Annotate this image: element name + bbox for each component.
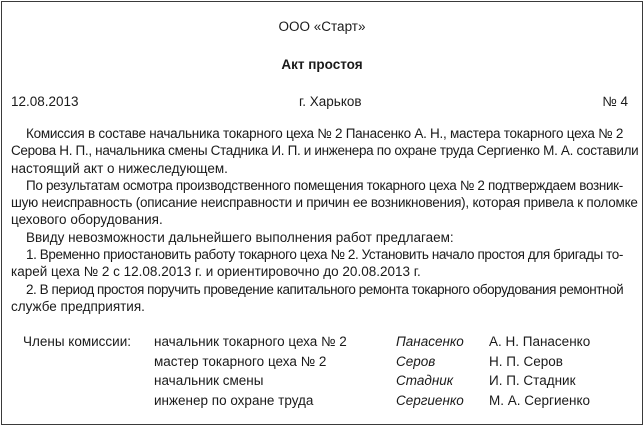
body-line: Серова Н. П., начальника смены Стадника И. П. и инженера по охране труда Сергиенко М. А. составили: [11, 143, 639, 159]
document-number: № 4: [602, 94, 628, 109]
document-title: Акт простоя: [281, 57, 363, 72]
date-line: [11, 94, 628, 112]
document-city: г. Харьков: [299, 94, 362, 109]
organization-name: ООО «Старт»: [278, 19, 366, 34]
document-page: [1, 1, 643, 425]
commission-label: Члены комиссии:: [23, 334, 132, 349]
member-name: Н. П. Серов: [489, 353, 563, 369]
commission-roles: [154, 332, 347, 410]
member-role: мастер токарного цеха № 2: [154, 353, 327, 369]
document-body: [11, 125, 638, 315]
commission-signatures: [396, 332, 464, 410]
member-role: начальник токарного цеха № 2: [154, 334, 347, 349]
body-line: настоящий акт о нижеследующем.: [11, 160, 228, 176]
body-line: шую неисправность (описание неисправности и причин ее возникновения), которая привела к поломке: [11, 195, 638, 211]
document-date: 12.08.2013: [11, 94, 79, 109]
member-signature: Стадник: [396, 373, 454, 388]
member-role: начальник смены: [154, 373, 264, 388]
member-name: М. А. Сергиенко: [489, 392, 591, 408]
member-signature: Серов: [396, 353, 436, 369]
body-line: Ввиду невозможности дальнейшего выполнения работ предлагаем:: [26, 229, 454, 245]
body-line: Комиссия в составе начальника токарного цеха № 2 Панасенко А. Н., мастера токарного цеха № 2: [26, 126, 624, 141]
body-line: 2. В период простоя поручить проведение капитального ремонта токарного оборудования ремонтной: [26, 281, 624, 297]
member-signature: Сергиенко: [396, 392, 464, 408]
body-line: По результатам осмотра производственного помещения токарного цеха № 2 подтверждаем возник-: [26, 177, 623, 193]
member-name: А. Н. Панасенко: [489, 334, 591, 349]
body-line: цехового оборудования.: [11, 212, 163, 228]
body-line: карей цеха № 2 с 12.08.2013 г. и ориентировочно до 20.08.2013 г.: [11, 264, 421, 280]
body-line: службе предприятия.: [11, 298, 145, 314]
member-role: инженер по охране труда: [154, 392, 314, 408]
member-name: И. П. Стадник: [489, 373, 576, 388]
body-line: 1. Временно приостановить работу токарного цеха № 2. Установить начало простоя для бригады то-: [26, 247, 623, 263]
member-signature: Панасенко: [396, 334, 464, 349]
commission-names: [489, 332, 590, 410]
